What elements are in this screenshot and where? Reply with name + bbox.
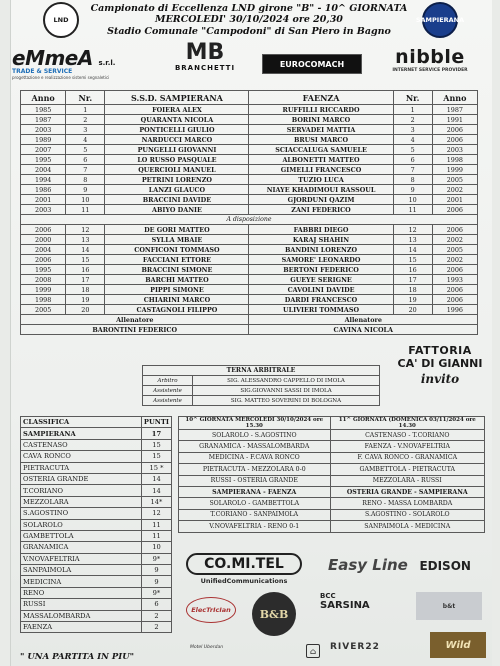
nibble-tagline: INTERNET SERVICE PROVIDER (392, 68, 468, 73)
away-player-name: NIAYE KHADIMOUI RASSOUL (249, 185, 393, 195)
player-row (21, 175, 478, 185)
away-player-name: DARDI FRANCESCO (249, 295, 393, 305)
edison-name: EDISON (419, 559, 471, 573)
home-player-number: 13 (66, 235, 105, 245)
home-player-year: 1985 (21, 105, 66, 115)
away-player-name: BRUSI MARCO (249, 135, 393, 145)
standings-team: SOLAROLO (21, 519, 142, 530)
river22-sponsor-logo: RIVER22 (330, 642, 380, 652)
next-round-match: GAMBETTOLA - PIETRACUTA (330, 464, 484, 475)
home-player-year: 1989 (21, 135, 66, 145)
championship-title: Campionato di Eccellenza LND girone "B" - 10^ GIORNATA (90, 3, 408, 14)
away-player-year: 1996 (432, 305, 477, 315)
standings-team: S.AGOSTINO (21, 508, 142, 519)
away-player-name: BERTONI FEDERICO (249, 265, 393, 275)
away-player-number: 12 (393, 225, 432, 235)
home-player-name: QUERCIOLI MANUEL (105, 165, 249, 175)
standings-team: CAVA RONCO (21, 451, 142, 462)
home-player-year: 2001 (21, 195, 66, 205)
away-player-year: 2006 (432, 265, 477, 275)
player-row (21, 255, 478, 265)
roster-table (20, 90, 478, 335)
away-player-name: SERVADEI MATTIA (249, 125, 393, 135)
coach-label-row (21, 315, 478, 325)
home-player-name: DE GORI MATTEO (105, 225, 249, 235)
home-player-year: 1995 (21, 265, 66, 275)
away-player-year: 1987 (432, 105, 477, 115)
standings-points: 9* (141, 553, 171, 564)
fattoria-line3: invito (420, 372, 460, 386)
home-player-number: 10 (66, 195, 105, 205)
fattoria-line1: FATTORIA (408, 344, 472, 357)
home-player-year: 2000 (21, 235, 66, 245)
standings-points: 10 (141, 542, 171, 553)
standings-team: RUSSI (21, 599, 142, 610)
home-player-year: 2003 (21, 205, 66, 215)
standings-points: 17 (141, 428, 171, 439)
standings-row (21, 485, 172, 496)
home-player-year: 1994 (21, 175, 66, 185)
home-player-name: FOIERA ALEX (105, 105, 249, 115)
away-player-number: 20 (393, 305, 432, 315)
standings-row (21, 587, 172, 598)
fixture-row (179, 441, 485, 452)
home-player-name: BRACCINI DAVIDE (105, 195, 249, 205)
home-player-number: 3 (66, 125, 105, 135)
home-player-number: 18 (66, 285, 105, 295)
home-player-number: 15 (66, 255, 105, 265)
away-player-year: 2003 (432, 145, 477, 155)
current-round-match: T.CORIANO - SANPAIMOLA (179, 509, 331, 520)
away-player-name: GUEYE SERIGNE (249, 275, 393, 285)
standings-points: 9 (141, 576, 171, 587)
standings-points-header: PUNTI (141, 417, 171, 428)
away-player-number: 19 (393, 295, 432, 305)
home-player-number: 6 (66, 155, 105, 165)
current-round-match: PIETRACUTA - MEZZOLARA 0-0 (179, 464, 331, 475)
referee-role: Assistente (143, 396, 193, 406)
fixture-row (179, 475, 485, 486)
bcc-sarsina-sponsor-logo (320, 592, 410, 626)
standings-row (21, 519, 172, 530)
away-player-name: FABBRI DIEGO (249, 225, 393, 235)
standings-row (21, 622, 172, 633)
standings-row (21, 508, 172, 519)
wild-sponsor-logo: Wild (430, 632, 486, 658)
away-player-number: 18 (393, 285, 432, 295)
away-player-number: 16 (393, 265, 432, 275)
away-player-name: CAVOLINI DAVIDE (249, 285, 393, 295)
standings-row (21, 530, 172, 541)
next-round-match: SANPAIMOLA - MEDICINA (330, 521, 484, 532)
away-player-year: 2006 (432, 135, 477, 145)
fixture-row (179, 452, 485, 463)
player-row (21, 305, 478, 315)
away-player-name: ZANI FEDERICO (249, 205, 393, 215)
next-round-header: 11^ GIORNATA (DOMENICA 03/11/2024 ore 14.30 (330, 417, 484, 430)
home-player-number: 7 (66, 165, 105, 175)
comitel-tagline: UnifiedCommunications (200, 577, 288, 585)
comitel-sponsor-logo (186, 553, 302, 589)
home-player-number: 2 (66, 115, 105, 125)
away-player-number: 17 (393, 275, 432, 285)
nibble-name: nibble (395, 46, 465, 68)
standings-row (21, 496, 172, 507)
away-player-year: 2006 (432, 295, 477, 305)
standings-team-header: CLASSIFICA (21, 417, 142, 428)
away-player-name: SAMORE' LEONARDO (249, 255, 393, 265)
next-round-match: S.AGOSTINO - SOLAROLO (330, 509, 484, 520)
standings-points: 2 (141, 610, 171, 621)
away-player-name: BORINI MARCO (249, 115, 393, 125)
standings-points: 15 (141, 451, 171, 462)
match-datetime: MERCOLEDI' 30/10/2024 ore 20,30 (155, 14, 343, 25)
easyline-sponsor-logo (328, 555, 478, 577)
standings-team: RENO (21, 587, 142, 598)
away-player-number: 13 (393, 235, 432, 245)
away-player-name: TUZIO LUCA (249, 175, 393, 185)
sampierana-logo: SAMPIERANA (422, 2, 458, 38)
standings-team: PIETRACUTA (21, 462, 142, 473)
standings-team: CASTENASO (21, 439, 142, 450)
fattoria-sponsor-logo (394, 344, 486, 410)
away-player-number: 2 (393, 115, 432, 125)
player-row (21, 225, 478, 235)
home-player-year: 1995 (21, 155, 66, 165)
home-player-name: CONFICONI TOMMASO (105, 245, 249, 255)
away-player-year: 2006 (432, 125, 477, 135)
away-player-year: 1993 (432, 275, 477, 285)
away-player-year: 2006 (432, 285, 477, 295)
motel-sponsor-logo: Motel Uberdan (190, 645, 224, 650)
home-player-year: 2006 (21, 225, 66, 235)
current-round-header: 10^ GIORNATA MERCOLEDI 30/10/2024 ore 15.30 (179, 417, 331, 430)
away-player-year: 1999 (432, 165, 477, 175)
home-player-number: 4 (66, 135, 105, 145)
away-player-name: SCIACCALUGA SAMUELE (249, 145, 393, 155)
bcc-name: BCC (320, 592, 336, 600)
standings-points: 9 (141, 565, 171, 576)
home-player-year: 1987 (21, 115, 66, 125)
coach-away: CAVINA NICOLA (249, 325, 478, 335)
standings-points: 14 (141, 485, 171, 496)
current-round-match: MEDICINA - F.CAVA RONCO (179, 452, 331, 463)
home-player-name: PUNGELLI GIOVANNI (105, 145, 249, 155)
standings-team: GAMBETTOLA (21, 530, 142, 541)
referee-table (142, 365, 380, 406)
player-row (21, 125, 478, 135)
away-player-number: 10 (393, 195, 432, 205)
player-row (21, 285, 478, 295)
standings-row (21, 565, 172, 576)
standings-points: 12 (141, 508, 171, 519)
standings-points: 11 (141, 519, 171, 530)
away-player-name: RUFFILLI RICCARDO (249, 105, 393, 115)
roster-header: Nr. (66, 91, 105, 105)
roster-header: Anno (21, 91, 66, 105)
away-player-year: 2001 (432, 195, 477, 205)
away-player-number: 5 (393, 145, 432, 155)
fixture-row (179, 430, 485, 441)
roster-header: Anno (432, 91, 477, 105)
standings-row (21, 576, 172, 587)
player-row (21, 155, 478, 165)
player-row (21, 115, 478, 125)
next-round-match: FAENZA - V.NOVAFELTRIA (330, 441, 484, 452)
bt-sponsor-logo: b&t (416, 592, 482, 620)
standings-points: 14* (141, 496, 171, 507)
next-round-match: OSTERIA GRANDE - SAMPIERANA (330, 486, 484, 497)
home-player-name: BARCHI MATTEO (105, 275, 249, 285)
home-player-year: 2004 (21, 165, 66, 175)
away-player-name: GJORDUNI QAZIM (249, 195, 393, 205)
bench-label: A disposizione (21, 215, 478, 225)
player-row (21, 245, 478, 255)
standings-points: 6 (141, 599, 171, 610)
emmea-sponsor-logo (12, 46, 158, 80)
standings-team: MEDICINA (21, 576, 142, 587)
standings-points: 9* (141, 587, 171, 598)
home-player-year: 1986 (21, 185, 66, 195)
referee-role: Arbitro (143, 376, 193, 386)
player-row (21, 265, 478, 275)
standings-points: 2 (141, 622, 171, 633)
next-round-match: RENO - MASSA LOMBARDA (330, 498, 484, 509)
electrician-sponsor-logo: ElecTrIcIan (186, 597, 236, 623)
home-player-number: 1 (66, 105, 105, 115)
away-player-number: 8 (393, 175, 432, 185)
branchetti-mark: MB (185, 40, 225, 65)
current-round-match: SOLAROLO - GAMBETTOLA (179, 498, 331, 509)
stadium-name: Stadio Comunale "Campodoni" di San Piero in Bagno (107, 26, 391, 37)
away-player-number: 6 (393, 155, 432, 165)
bench-list (21, 225, 478, 315)
coach-label-home: Allenatore (21, 315, 249, 325)
current-round-match: GRANAMICA - MASSALOMBARDA (179, 441, 331, 452)
standings-points: 15 (141, 439, 171, 450)
home-player-name: CASTAGNOLI FILIPPO (105, 305, 249, 315)
player-row (21, 105, 478, 115)
player-row (21, 295, 478, 305)
home-player-number: 20 (66, 305, 105, 315)
away-player-year: 2002 (432, 185, 477, 195)
standings-points: 15 * (141, 462, 171, 473)
home-player-year: 1998 (21, 295, 66, 305)
home-icon: ⌂ (306, 644, 320, 658)
standings-team: SAMPIERANA (21, 428, 142, 439)
home-player-name: FACCIANI ETTORE (105, 255, 249, 265)
away-player-name: ALBONETTI MATTEO (249, 155, 393, 165)
referee-row (143, 386, 380, 396)
referee-row (143, 396, 380, 406)
player-row (21, 165, 478, 175)
referee-role: Assistente (143, 386, 193, 396)
away-player-number: 3 (393, 125, 432, 135)
away-player-year: 2006 (432, 205, 477, 215)
standings-team: GRANAMICA (21, 542, 142, 553)
sarsina-name: SARSINA (320, 600, 370, 611)
referee-name: SIG. MATTEO SOVERINI DI BOLOGNA (193, 396, 380, 406)
emmea-name: eMmeA (12, 46, 93, 70)
home-player-number: 17 (66, 275, 105, 285)
bb-sponsor-logo: B&B (252, 592, 296, 636)
away-player-year: 2005 (432, 245, 477, 255)
away-team-header: FAENZA (249, 91, 393, 105)
standings-table (20, 416, 172, 633)
standings-team: OSTERIA GRANDE (21, 473, 142, 484)
player-row (21, 235, 478, 245)
away-player-year: 1991 (432, 115, 477, 125)
nibble-sponsor-logo (384, 46, 476, 80)
home-player-name: LANZI GLAUCO (105, 185, 249, 195)
fixture-row (179, 464, 485, 475)
standings-team: MEZZOLARA (21, 496, 142, 507)
away-player-number: 9 (393, 185, 432, 195)
standings-team: MASSALOMBARDA (21, 610, 142, 621)
home-player-number: 12 (66, 225, 105, 235)
home-player-year: 2008 (21, 275, 66, 285)
home-team-header: S.S.D. SAMPIERANA (105, 91, 249, 105)
coach-row (21, 325, 478, 335)
player-row (21, 205, 478, 215)
eurocomach-sponsor-logo: EUROCOMACH (262, 54, 362, 74)
player-row (21, 195, 478, 205)
referee-name: SIG. ALESSANDRO CAPPELLO DI IMOLA (193, 376, 380, 386)
home-player-name: ABIYO DANIE (105, 205, 249, 215)
roster-header: Nr. (393, 91, 432, 105)
roster-header-row (21, 91, 478, 105)
standings-row (21, 553, 172, 564)
fixtures-table (178, 416, 485, 533)
home-player-number: 11 (66, 205, 105, 215)
away-player-number: 4 (393, 135, 432, 145)
home-player-number: 19 (66, 295, 105, 305)
standings-points: 14 (141, 473, 171, 484)
standings-row (21, 451, 172, 462)
away-player-number: 14 (393, 245, 432, 255)
standings-team: SANPAIMOLA (21, 565, 142, 576)
standings-row (21, 610, 172, 621)
standings-row (21, 542, 172, 553)
home-player-name: CHIARINI MARCO (105, 295, 249, 305)
player-row (21, 135, 478, 145)
lnd-logo: LND (43, 2, 79, 38)
home-player-year: 2006 (21, 255, 66, 265)
away-player-number: 11 (393, 205, 432, 215)
away-player-name: ULIVIERI TOMMASO (249, 305, 393, 315)
coach-label-away: Allenatore (249, 315, 478, 325)
branchetti-sponsor-logo (170, 42, 240, 80)
home-player-name: PONTICELLI GIULIO (105, 125, 249, 135)
away-player-year: 2006 (432, 225, 477, 235)
comitel-name: CO.MI.TEL (186, 553, 302, 575)
away-player-name: KARAJ SHAHIN (249, 235, 393, 245)
fattoria-line2: CA' DI GIANNI (397, 357, 483, 370)
referee-name: SIG.GIOVANNI SASSI DI IMOLA (193, 386, 380, 396)
easyline-name: Easy Line (328, 556, 408, 574)
home-player-year: 2005 (21, 305, 66, 315)
emmea-tagline: TRADE & SERVICE (12, 68, 73, 75)
away-player-year: 1998 (432, 155, 477, 165)
fixture-row (179, 498, 485, 509)
home-player-year: 1999 (21, 285, 66, 295)
referee-title: TERNA ARBITRALE (143, 366, 380, 376)
away-player-name: BANDINI LORENZO (249, 245, 393, 255)
fixture-row (179, 486, 485, 497)
standings-team: T.CORIANO (21, 485, 142, 496)
away-player-number: 1 (393, 105, 432, 115)
slogan: " UNA PARTITA IN PIU" (20, 652, 135, 662)
home-player-name: BRACCINI SIMONE (105, 265, 249, 275)
standings-row (21, 473, 172, 484)
coach-home: BARONTINI FEDERICO (21, 325, 249, 335)
home-player-name: QUARANTA NICOLA (105, 115, 249, 125)
player-row (21, 185, 478, 195)
player-row (21, 275, 478, 285)
emmea-suffix: s.r.l. (98, 59, 116, 67)
home-player-number: 9 (66, 185, 105, 195)
standings-row (21, 462, 172, 473)
home-player-number: 8 (66, 175, 105, 185)
home-player-name: SYLLA MBAIE (105, 235, 249, 245)
home-player-number: 16 (66, 265, 105, 275)
away-player-year: 2002 (432, 235, 477, 245)
home-player-number: 5 (66, 145, 105, 155)
next-round-match: CASTENASO - T.CORIANO (330, 430, 484, 441)
away-player-name: GIMELLI FRANCESCO (249, 165, 393, 175)
away-player-year: 2005 (432, 175, 477, 185)
current-round-match: SOLAROLO - S.AGOSTINO (179, 430, 331, 441)
next-round-match: F. CAVA RONCO - GRANAMICA (330, 452, 484, 463)
referee-row (143, 376, 380, 386)
home-player-year: 2004 (21, 245, 66, 255)
bench-label-row (21, 215, 478, 225)
home-player-name: PETRINI LORENZO (105, 175, 249, 185)
standings-row (21, 599, 172, 610)
fixture-row (179, 509, 485, 520)
standings-row (21, 428, 172, 439)
home-player-name: LO RUSSO PASQUALE (105, 155, 249, 165)
next-round-match: MEZZOLARA - RUSSI (330, 475, 484, 486)
home-player-name: PIPPI SIMONE (105, 285, 249, 295)
standings-team: FAENZA (21, 622, 142, 633)
current-round-match: V.NOVAFELTRIA - RENO 0-1 (179, 521, 331, 532)
home-player-year: 2007 (21, 145, 66, 155)
standings-team: V.NOVAFELTRIA (21, 553, 142, 564)
home-player-name: NARDUCCI MARCO (105, 135, 249, 145)
away-player-number: 15 (393, 255, 432, 265)
current-round-match: SAMPIERANA - FAENZA (179, 486, 331, 497)
standings-points: 11 (141, 530, 171, 541)
emmea-subtagline: progettazione e realizzazione sistemi segnaletici (12, 75, 110, 80)
current-round-match: RUSSI - OSTERIA GRANDE (179, 475, 331, 486)
away-player-number: 7 (393, 165, 432, 175)
starters-list (21, 105, 478, 215)
branchetti-name: BRANCHETTI (174, 64, 236, 72)
home-player-year: 2003 (21, 125, 66, 135)
home-player-number: 14 (66, 245, 105, 255)
fixture-row (179, 521, 485, 532)
away-player-year: 2002 (432, 255, 477, 265)
standings-row (21, 439, 172, 450)
player-row (21, 145, 478, 155)
